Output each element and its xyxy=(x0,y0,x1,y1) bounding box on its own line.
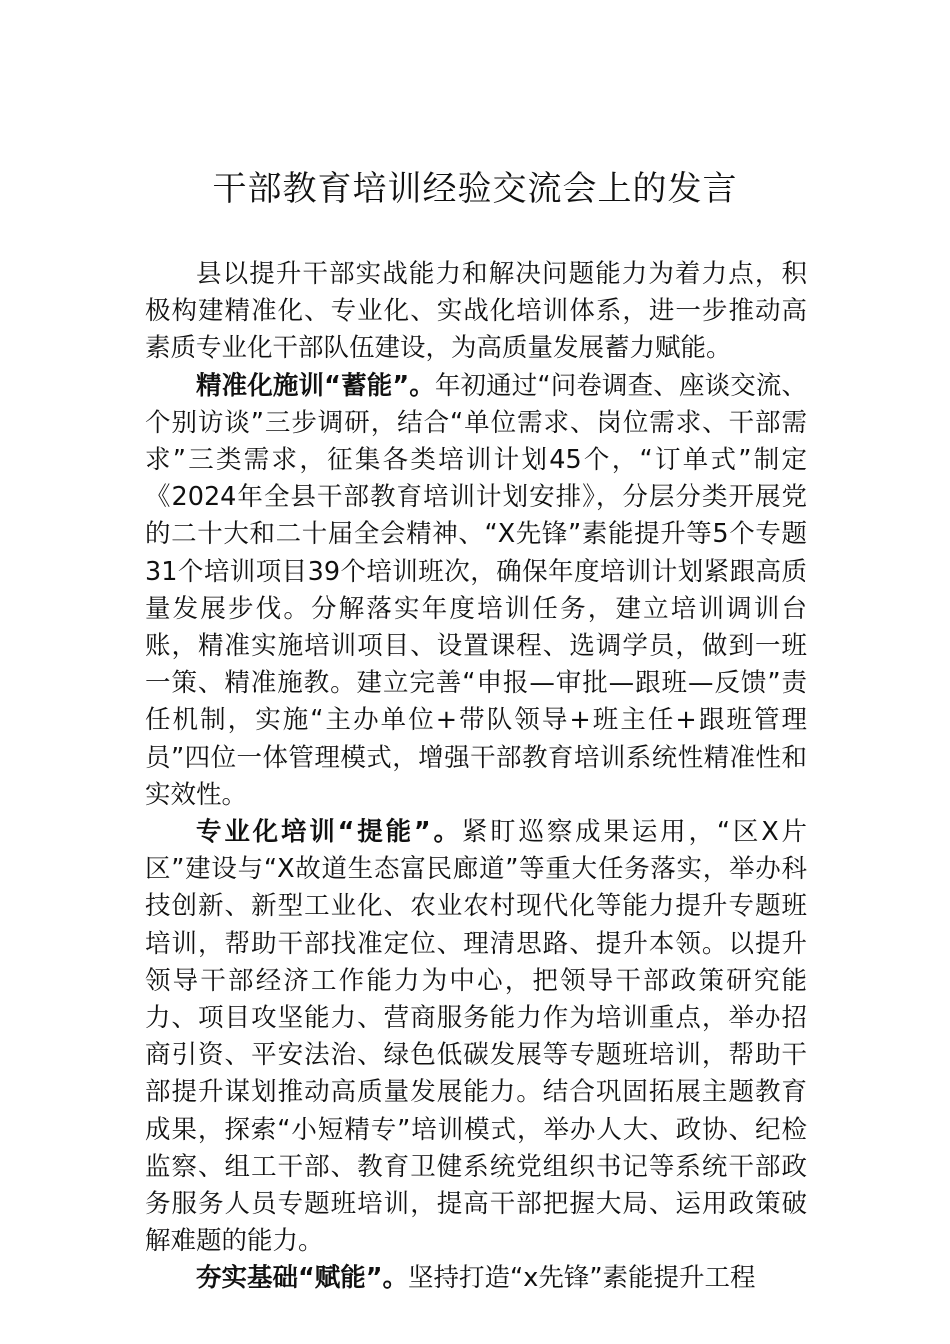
section-paragraph xyxy=(145,1260,807,1297)
section-paragraph xyxy=(145,368,807,814)
document-body xyxy=(145,256,807,1298)
intro-paragraph: 县以提升干部实战能力和解决问题能力为着力点，积极构建精准化、专业化、实战化培训体系，进一步推动高素质专业化干部队伍建设，为高质量发展蓄力赋能。 xyxy=(145,259,807,364)
section-heading: 专业化培训“提能”。 xyxy=(196,817,462,848)
section-text: 坚持打造“x先锋”素能提升工程 xyxy=(408,1263,756,1294)
section-text: 紧盯巡察成果运用，“区X片区”建设与“X故道生态富民廊道”等重大任务落实，举办科技创新、新型工业化、农业农村现代化等能力提升专题班培训，帮助干部找准定位、理清思路、提升本领。以提升领导干部经济工作能力为中心，把领导干部政策研究能力、项目攻坚能力、营商服务能力作为培训重点，举办招商引资、平安法治、绿色低碳发展等专题班培训，帮助干部提升谋划推动高质量发展能力。结合巩固拓展主题教育成果，探索“小短精专”培训模式，举办人大、政协、纪检监察、组工干部、教育卫健系统党组织书记等系统干部政务服务人员专题班培训，提高干部把握大局、运用政策破解难题的能力。 xyxy=(145,817,807,1257)
section-text: 年初通过“问卷调查、座谈交流、个别访谈”三步调研，结合“单位需求、岗位需求、干部需求”三类需求，征集各类培训计划45个，“订单式”制定《2024年全县干部教育培训计划安排》，分层分类开展党的二十大和二十届全会精神、“X先锋”素能提升等5个专题31个培训项目39个培训班次，确保年度培训计划紧跟高质量发展步伐。分解落实年度培训任务，建立培训调训台账，精准实施培训项目、设置课程、选调学员，做到一班一策、精准施教。建立完善“申报—审批—跟班—反馈”责任机制，实施“主办单位+带队领导+班主任+跟班管理员”四位一体管理模式，增强干部教育培训系统性精准性和实效性。 xyxy=(145,370,807,810)
section-paragraph xyxy=(145,814,807,1260)
section-heading: 精准化施训“蓄能”。 xyxy=(196,370,435,401)
section-heading: 夯实基础“赋能”。 xyxy=(196,1263,409,1294)
document-title: 干部教育培训经验交流会上的发言 xyxy=(212,169,738,209)
